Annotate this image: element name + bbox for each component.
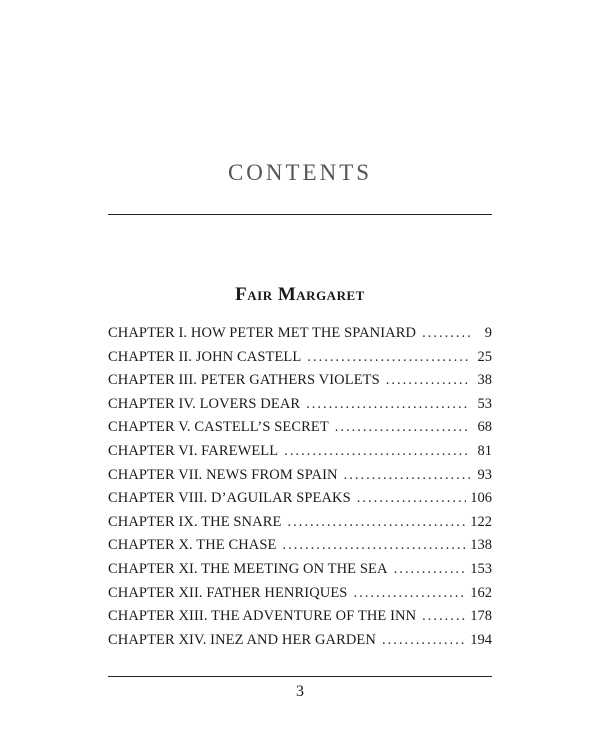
toc-entry[interactable]: [108, 416, 492, 440]
toc-entry[interactable]: [108, 558, 492, 582]
toc-leader-dots: [386, 369, 470, 393]
bottom-divider: [108, 676, 492, 677]
toc-entry-title: CHAPTER V. CASTELL’S SECRET: [108, 419, 329, 436]
toc-entry[interactable]: [108, 393, 492, 417]
toc-entry-page: 9: [484, 325, 492, 341]
toc-entry[interactable]: [108, 629, 492, 653]
toc-leader-dots: [353, 582, 466, 606]
toc-entry-title: CHAPTER XIV. INEZ AND HER GARDEN: [108, 631, 376, 648]
toc-leader-dots: [357, 487, 466, 511]
toc-leader-dots: [306, 393, 470, 417]
toc-entry-title: CHAPTER X. THE CHASE: [108, 537, 277, 554]
toc-entry-title: CHAPTER VIII. D’AGUILAR SPEAKS: [108, 490, 351, 507]
toc-entry[interactable]: [108, 346, 492, 370]
toc-entry[interactable]: [108, 582, 492, 606]
toc-entry[interactable]: [108, 369, 492, 393]
toc-entry-page: 81: [477, 442, 492, 459]
toc-leader-dots: [422, 322, 470, 346]
toc-entry[interactable]: [108, 605, 492, 629]
section-heading: Fair Margaret: [235, 284, 365, 305]
toc-leader-dots: [283, 534, 467, 558]
toc-leader-dots: [287, 511, 466, 535]
toc-entry[interactable]: [108, 487, 492, 511]
toc-entry-page: 122: [470, 513, 492, 530]
toc-entry-page: 38: [477, 372, 492, 389]
toc-entry-title: CHAPTER VI. FAREWELL: [108, 442, 279, 459]
toc-leader-dots: [284, 440, 470, 464]
toc-entry-title: CHAPTER III. PETER GATHERS VIOLETS: [108, 372, 380, 389]
toc-entry-page: 138: [470, 537, 492, 554]
toc-leader-dots: [394, 558, 467, 582]
toc-entry-page: 93: [477, 466, 492, 483]
toc-entry-page: 53: [477, 395, 492, 412]
toc-entry[interactable]: [108, 464, 492, 488]
toc-entry[interactable]: [108, 534, 492, 558]
top-divider: [108, 214, 492, 215]
toc-entry[interactable]: [108, 511, 492, 535]
toc-entry-page: 68: [477, 419, 492, 436]
toc-entry-title: CHAPTER XIII. THE ADVENTURE OF THE INN: [108, 608, 417, 625]
toc-leader-dots: [307, 346, 470, 370]
toc-entry-page: 162: [470, 584, 492, 601]
toc-leader-dots: [422, 605, 466, 629]
toc-leader-dots: [382, 629, 466, 653]
page-number: 3: [296, 683, 304, 700]
toc-entry-title: CHAPTER I. HOW PETER MET THE SPANIARD: [108, 325, 417, 341]
toc-leader-dots: [335, 416, 470, 440]
toc-entry-title: CHAPTER II. JOHN CASTELL: [108, 348, 302, 365]
toc-entry[interactable]: [108, 440, 492, 464]
toc-entry-title: CHAPTER IV. LOVERS DEAR: [108, 395, 301, 412]
toc-entry-page: 153: [470, 560, 492, 577]
toc-entry-title: CHAPTER XII. FATHER HENRIQUES: [108, 584, 348, 601]
toc-entry-page: 106: [470, 490, 492, 507]
table-of-contents: [108, 322, 492, 652]
toc-entry-page: 194: [470, 631, 492, 648]
toc-entry-page: 25: [477, 348, 492, 365]
toc-entry-title: CHAPTER IX. THE SNARE: [108, 513, 282, 530]
toc-leader-dots: [344, 464, 470, 488]
contents-title: CONTENTS: [227, 160, 373, 185]
toc-entry-title: CHAPTER XI. THE MEETING ON THE SEA: [108, 560, 388, 577]
toc-entry-page: 178: [470, 608, 492, 625]
toc-entry-title: CHAPTER VII. NEWS FROM SPAIN: [108, 466, 338, 483]
toc-entry[interactable]: [108, 322, 492, 346]
